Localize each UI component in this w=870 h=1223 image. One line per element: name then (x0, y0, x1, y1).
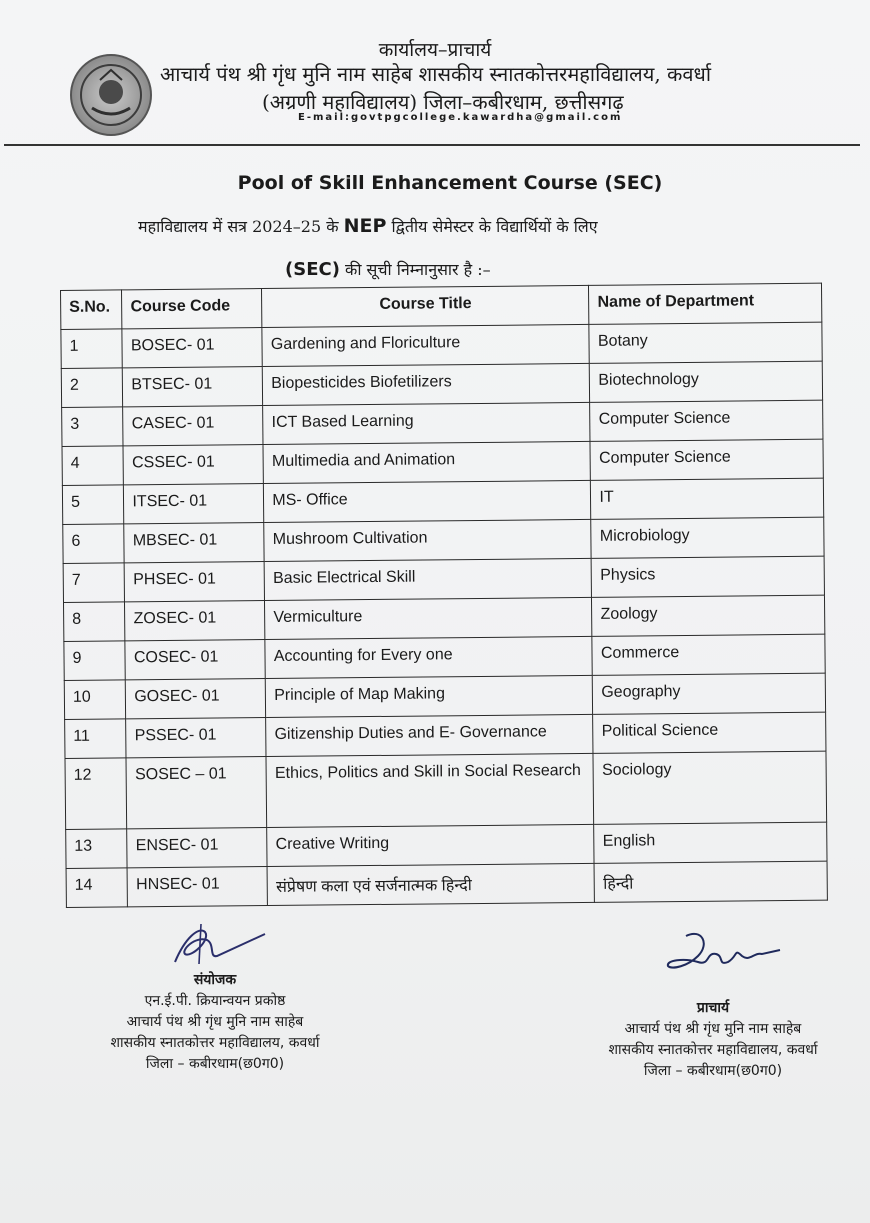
subtitle-part-1: महाविद्यालय में सत्र 2024–25 के (138, 217, 339, 236)
cell-course-title: संप्रेषण कला एवं सर्जनात्मक हिन्दी (267, 863, 594, 905)
cell-sno: 14 (66, 868, 128, 908)
letterhead (0, 30, 870, 140)
cell-sno: 10 (64, 680, 126, 720)
coordinator-role: संयोजक (193, 972, 237, 988)
cell-sno: 1 (61, 329, 123, 369)
document-subtitle-line-2 (285, 258, 491, 280)
college-name: आचार्य पंथ श्री गृंध मुनि नाम साहेब शासकीय स्नातकोत्तरमहाविद्यालय, कवर्धा (160, 62, 712, 86)
cell-course-title: Accounting for Every one (265, 636, 592, 678)
office-heading: कार्यालय–प्राचार्य (378, 39, 492, 61)
cell-department: Physics (592, 556, 825, 597)
cell-course-code: BTSEC- 01 (123, 367, 263, 407)
coordinator-line-4: जिला – कबीरधाम(छ0ग0) (145, 1056, 285, 1072)
cell-sno: 7 (63, 563, 125, 603)
cell-course-title: MS- Office (264, 480, 591, 522)
emblem-icon (72, 56, 150, 134)
cell-course-code: COSEC- 01 (125, 640, 265, 680)
header-divider (4, 144, 860, 146)
cell-course-code: CSSEC- 01 (123, 445, 263, 485)
header-course-title: Course Title (262, 285, 589, 327)
cell-department: Microbiology (591, 517, 824, 558)
principal-line-2: शासकीय स्नातकोत्तर महाविद्यालय, कवर्धा (608, 1042, 818, 1058)
college-location: (अग्रणी महाविद्यालय) जिला–कबीरधाम, छत्तीसगढ़ (262, 90, 624, 114)
cell-department: Zoology (592, 595, 825, 636)
cell-course-title: Gitizenship Duties and E- Governance (266, 714, 593, 756)
cell-sno: 5 (62, 485, 124, 525)
cell-course-code: CASEC- 01 (123, 406, 263, 446)
subtitle-nep: NEP (343, 215, 387, 237)
cell-sno: 4 (62, 446, 124, 486)
cell-course-title: Biopesticides Biofetilizers (263, 363, 590, 405)
cell-course-title: Ethics, Politics and Skill in Social Research (266, 753, 594, 827)
subtitle-part-3: की सूची निम्नानुसार है :– (345, 260, 491, 279)
signature-principal (658, 926, 788, 986)
cell-sno: 6 (63, 524, 125, 564)
cell-course-code: PSSEC- 01 (126, 718, 266, 758)
principal-line-1: आचार्य पंथ श्री गृंध मुनि नाम साहेब (624, 1021, 802, 1037)
cell-sno: 8 (63, 602, 125, 642)
coordinator-line-3: शासकीय स्नातकोत्तर महाविद्यालय, कवर्धा (110, 1035, 320, 1051)
cell-course-code: ITSEC- 01 (124, 484, 264, 524)
principal-role: प्राचार्य (696, 1000, 730, 1016)
header-sno: S.No. (61, 290, 123, 330)
cell-sno: 2 (61, 368, 123, 408)
coordinator-line-2: आचार्य पंथ श्री गृंध मुनि नाम साहेब (126, 1014, 304, 1030)
cell-department: Political Science (593, 712, 826, 753)
cell-course-code: ZOSEC- 01 (125, 601, 265, 641)
cell-course-code: BOSEC- 01 (122, 328, 262, 368)
subtitle-sec: (SEC) (285, 259, 340, 280)
document-title: Pool of Skill Enhancement Course (SEC) (237, 172, 663, 194)
cell-department: IT (591, 478, 824, 519)
cell-course-code: PHSEC- 01 (125, 562, 265, 602)
table-row (66, 861, 827, 907)
cell-department: Biotechnology (590, 361, 823, 402)
cell-course-title: Principle of Map Making (266, 675, 593, 717)
cell-department: Computer Science (590, 400, 823, 441)
cell-sno: 3 (62, 407, 124, 447)
cell-sno: 13 (66, 829, 128, 869)
cell-department: Computer Science (590, 439, 823, 480)
cell-course-title: Vermiculture (265, 597, 592, 639)
cell-course-title: Creative Writing (267, 824, 594, 866)
cell-course-code: ENSEC- 01 (127, 828, 267, 868)
signature-coordinator (155, 918, 275, 970)
signatory-principal (568, 998, 858, 1082)
document-subtitle (138, 215, 598, 237)
cell-sno: 11 (65, 719, 127, 759)
cell-course-code: SOSEC – 01 (126, 757, 267, 829)
cell-course-title: Gardening and Floriculture (262, 324, 589, 366)
cell-course-title: ICT Based Learning (263, 402, 590, 444)
cell-course-code: GOSEC- 01 (126, 679, 266, 719)
college-email: E-mail:govtpgcollege.kawardha@gmail.com (298, 112, 623, 123)
cell-sno: 12 (65, 758, 127, 830)
college-logo (70, 54, 152, 136)
cell-department: English (594, 822, 827, 863)
cell-department: Sociology (593, 751, 826, 824)
table-row (65, 751, 827, 829)
cell-course-title: Mushroom Cultivation (264, 519, 591, 561)
cell-department: Commerce (592, 634, 825, 675)
cell-course-title: Multimedia and Animation (263, 441, 590, 483)
coordinator-line-1: एन.ई.पी. क्रियान्वयन प्रकोष्ठ (144, 993, 286, 1009)
cell-course-code: HNSEC- 01 (127, 867, 267, 907)
cell-sno: 9 (64, 641, 126, 681)
cell-course-title: Basic Electrical Skill (264, 558, 591, 600)
sec-course-table (60, 283, 828, 908)
cell-department: हिन्दी (594, 861, 827, 902)
principal-line-3: जिला – कबीरधाम(छ0ग0) (643, 1063, 783, 1079)
header-department: Name of Department (589, 283, 822, 324)
signatory-coordinator (80, 918, 350, 1075)
cell-course-code: MBSEC- 01 (124, 523, 264, 563)
subtitle-part-2: द्वितीय सेमेस्टर के विद्यार्थियों के लिए (391, 217, 598, 236)
header-course-code: Course Code (122, 289, 262, 329)
cell-department: Botany (589, 322, 822, 363)
cell-department: Geography (593, 673, 826, 714)
